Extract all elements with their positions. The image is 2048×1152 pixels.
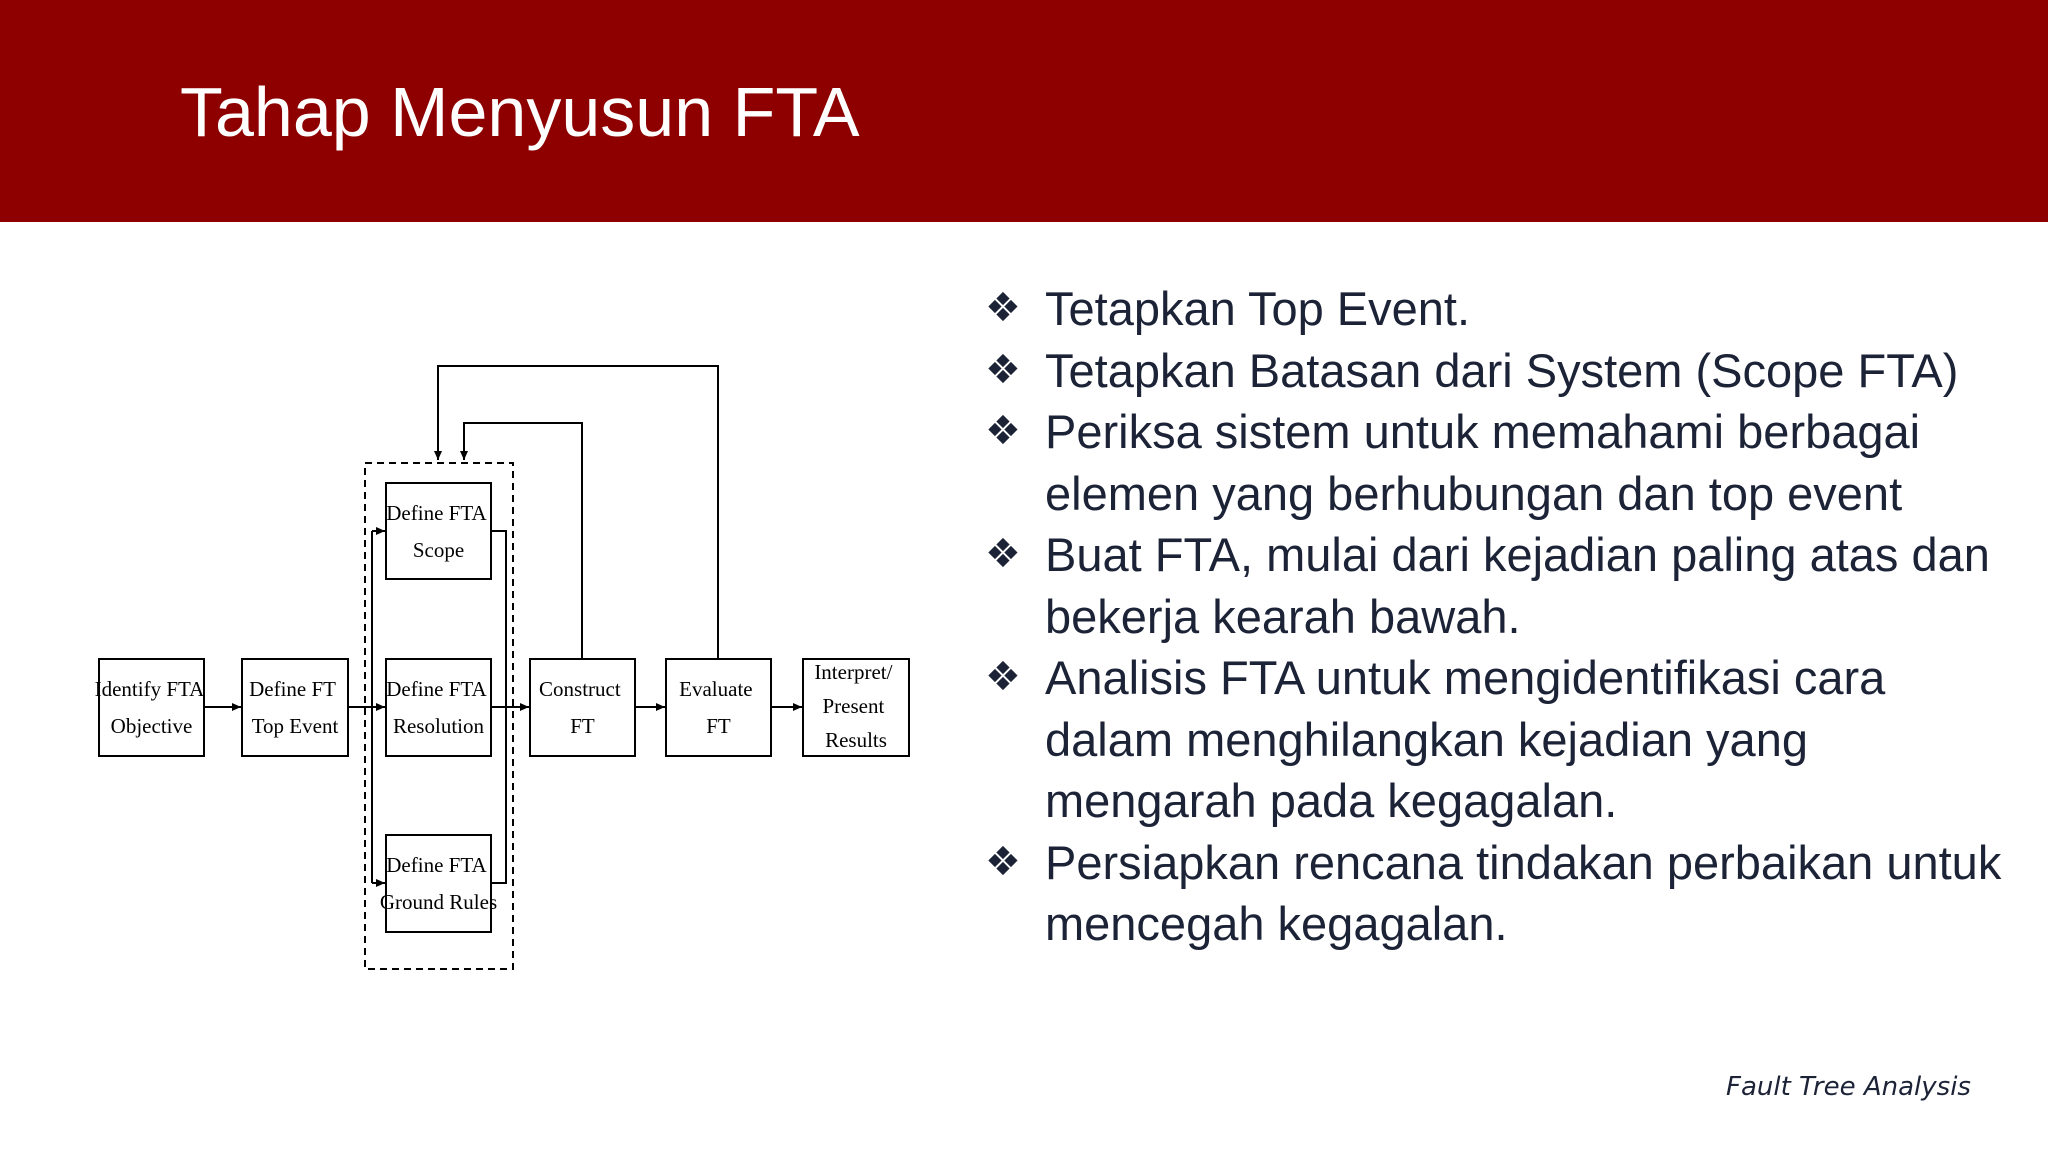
scope-label: Define FTA Scope — [386, 501, 486, 562]
define-top-label: Define FT Top Event — [249, 677, 339, 738]
title-bar — [0, 0, 2048, 222]
evaluate-box — [666, 659, 771, 756]
identify-label: Identify FTA Objective — [94, 677, 204, 738]
four-diamond-icon: ❖ — [985, 838, 1021, 885]
bullet-item — [985, 278, 2005, 340]
define-top-box — [242, 659, 348, 756]
slide-title: Tahap Menyusun FTA — [180, 73, 860, 151]
evaluate-label: Evaluate FT — [679, 677, 753, 738]
footer-caption: Fault Tree Analysis — [1726, 1072, 1971, 1102]
bullet-text: Tetapkan Batasan dari System (Scope FTA) — [1045, 343, 1959, 397]
bullet-text: Persiapkan rencana tindakan perbaikan untuk mencegah kegagalan. — [1045, 835, 2002, 950]
bullet-item — [985, 401, 2005, 524]
resolution-label: Define FTA Resolution — [386, 677, 486, 738]
bullet-text: Buat FTA, mulai dari kejadian paling atas dan bekerja kearah bawah. — [1045, 528, 1990, 643]
ground-box — [386, 835, 491, 932]
four-diamond-icon: ❖ — [985, 285, 1021, 331]
fta-process-diagram — [0, 222, 940, 1002]
bullet-item — [985, 340, 2005, 402]
four-diamond-icon: ❖ — [985, 654, 1021, 700]
four-diamond-icon: ❖ — [985, 408, 1021, 454]
interpret-label: Interpret/ Present Results — [814, 660, 893, 752]
construct-box — [530, 659, 635, 756]
bullet-item — [985, 832, 2005, 955]
bullet-text: Periksa sistem untuk memahami berbagai elemen yang berhubungan dan top event — [1045, 405, 1921, 520]
resolution-box — [386, 659, 491, 756]
identify-box — [99, 659, 204, 756]
four-diamond-icon: ❖ — [985, 346, 1021, 393]
four-diamond-icon: ❖ — [985, 531, 1021, 577]
bullet-item — [985, 647, 2005, 832]
bullet-text: Analisis FTA untuk mengidentifikasi cara dalam menghilangkan kejadian yang mengarah pada kegagalan. — [1045, 651, 1886, 827]
construct-label: Construct FT — [539, 677, 621, 738]
scope-box — [386, 483, 491, 579]
bullet-item — [985, 524, 2005, 647]
steps-list — [985, 278, 2005, 955]
ground-rules-label: Define FTA Ground Rules — [379, 853, 498, 914]
bullet-text: Tetapkan Top Event. — [1045, 282, 1471, 335]
